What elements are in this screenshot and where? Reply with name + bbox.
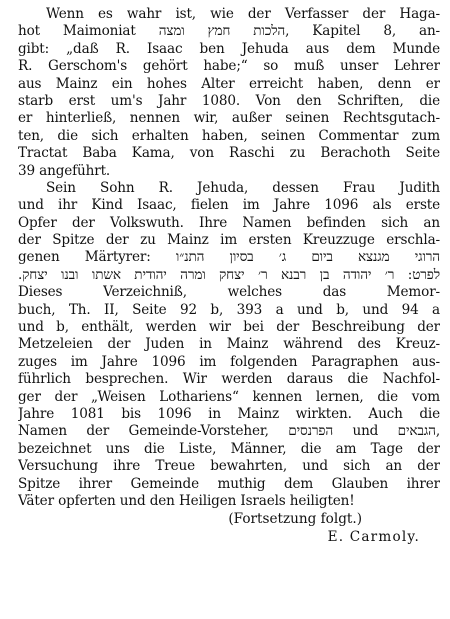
text-line: ten, die sich erhalten haben, seinen Commentar zum (18, 127, 440, 144)
text-line: zuges im Jahre 1096 im folgenden Paragraphen aus- (18, 353, 440, 370)
text-line: Metzeleien der Juden in Mainz während des Kreuz- (18, 336, 440, 353)
text-line: Tractat Baba Kama, von Raschi zu Berachoth Seite (18, 145, 440, 162)
text-line: er hinterließ, nennen wir, außer seinen Rechtsgutach- (18, 110, 440, 127)
text-line: Väter opferten und den Heiligen Israels heiligten! (18, 492, 355, 509)
text-line: der Spitze der zu Mainz im ersten Kreuzzuge erschla- (18, 232, 440, 249)
text-line: 39 angeführt. (18, 162, 111, 179)
text-line: gibt: „daß R. Isaac ben Jehuda aus dem Munde (18, 40, 440, 57)
text-line: und ihr Kind Isaac, fielen im Jahre 1096 als erste (18, 197, 440, 214)
text-line: Spitze ihrer Gemeinde muthig dem Glauben ihrer (18, 475, 440, 492)
text-line: Sein Sohn R. Jehuda, dessen Frau Judith (46, 179, 440, 196)
author-signature: E. Carmoly. (327, 529, 420, 546)
continuation-note: (Fortsetzung folgt.) (228, 511, 362, 528)
hebrew-text-line: לפרט: ר׳ יהודה בן רבנא ר׳ יצחק ומרה יהודית אשתו ובנו יצחק. (18, 266, 440, 283)
text-line: führlich besprechen. Wir werden daraus die Nachfol- (18, 371, 440, 388)
text-line: bezeichnet uns die Liste, Männer, die am Tage der (18, 440, 440, 457)
text-line: Namen der Gemeinde-Vorsteher, הפרנסים und הגבאים, (18, 423, 440, 440)
text-line: Versuchung ihre Treue bewahrten, und sich an der (18, 458, 440, 475)
text-line: aus Mainz ein hohes Alter erreicht haben, denn er (18, 75, 440, 92)
text-line: hot Maimoniat הלכות חמץ ומצה, Kapitel 8, an- (18, 23, 440, 40)
text-line: und b, enthält, werden wir bei der Beschreibung der (18, 319, 440, 336)
text-line: R. Gerschom's gehört habe;“ so muß unser Lehrer (18, 58, 440, 75)
text-line: Wenn es wahr ist, wie der Verfasser der Haga- (46, 6, 440, 22)
text-line: Jahre 1081 bis 1096 in Mainz wirkten. Auch die (18, 405, 440, 422)
paragraph-1 (18, 6, 440, 180)
text-line: ger der „Weisen Lothariens“ kennen lernen, die vom (18, 388, 440, 405)
hebrew-text-line: genen Märtyrer: הרוגי מגנצא ביום ג׳ בסיון התנ״ו (18, 249, 440, 266)
text-line: Dieses Verzeichniß, welches das Memor- (18, 284, 440, 301)
text-line: Opfer der Volkswuth. Ihre Namen befinden sich an (18, 214, 440, 231)
text-line: buch, Th. II, Seite 92 b, 393 a und b, und 94 a (18, 301, 440, 318)
text-line: starb erst um's Jahr 1080. Von den Schriften, die (18, 92, 440, 109)
paragraph-2 (18, 180, 440, 510)
